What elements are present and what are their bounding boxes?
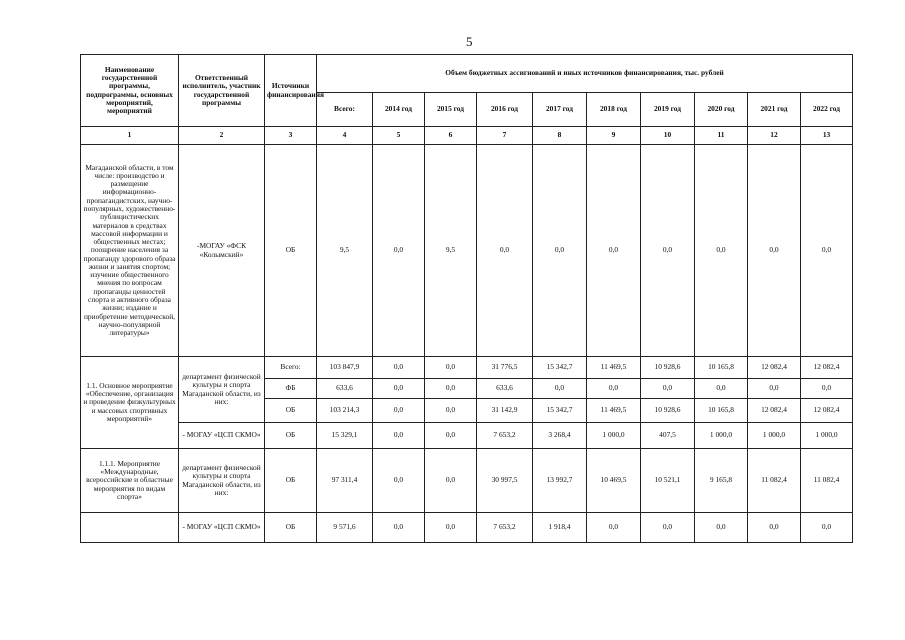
column-number: 5 (373, 127, 425, 145)
source-cell: ФБ (265, 379, 317, 399)
value-cell: 10 165,8 (695, 399, 748, 423)
header-year: 2017 год (533, 93, 587, 127)
value-cell: 10 469,5 (587, 449, 641, 513)
header-year: 2022 год (801, 93, 853, 127)
value-cell: 1 000,0 (748, 423, 801, 449)
header-row-1 (81, 55, 853, 93)
column-number: 8 (533, 127, 587, 145)
column-number: 12 (748, 127, 801, 145)
header-year: 2018 год (587, 93, 641, 127)
value-cell: 0,0 (373, 145, 425, 357)
executor-cell: -МОГАУ «ФСК «Колымский» (179, 145, 265, 357)
value-cell: 0,0 (801, 145, 853, 357)
value-cell: 0,0 (748, 379, 801, 399)
value-cell: 0,0 (801, 379, 853, 399)
value-cell: 103 214,3 (317, 399, 373, 423)
source-cell: ОБ (265, 449, 317, 513)
value-cell: 9,5 (317, 145, 373, 357)
value-cell: 0,0 (587, 379, 641, 399)
column-number: 13 (801, 127, 853, 145)
value-cell: 0,0 (373, 379, 425, 399)
column-number: 9 (587, 127, 641, 145)
column-number: 11 (695, 127, 748, 145)
value-cell: 12 082,4 (748, 399, 801, 423)
value-cell: 0,0 (695, 513, 748, 543)
column-number: 7 (477, 127, 533, 145)
value-cell: 10 165,8 (695, 357, 748, 379)
value-cell: 0,0 (641, 379, 695, 399)
value-cell: 31 776,5 (477, 357, 533, 379)
program-name-cell: 1.1.1. Мероприятие «Международные, всероссийские и областные мероприятия по видам спорта» (81, 449, 179, 513)
value-cell: 0,0 (587, 145, 641, 357)
value-cell: 12 082,4 (801, 399, 853, 423)
value-cell: 11 082,4 (748, 449, 801, 513)
value-cell: 0,0 (641, 513, 695, 543)
value-cell: 0,0 (587, 513, 641, 543)
page-number: 5 (466, 34, 473, 49)
value-cell: 11 082,4 (801, 449, 853, 513)
value-cell: 0,0 (425, 513, 477, 543)
header-year: 2021 год (748, 93, 801, 127)
value-cell: 11 469,5 (587, 399, 641, 423)
source-cell: ОБ (265, 423, 317, 449)
executor-cell: департамент физической культуры и спорта Магаданской области, из них: (179, 357, 265, 423)
value-cell: 31 142,9 (477, 399, 533, 423)
source-cell: ОБ (265, 399, 317, 423)
value-cell: 0,0 (477, 145, 533, 357)
column-number: 3 (265, 127, 317, 145)
value-cell: 10 928,6 (641, 399, 695, 423)
value-cell: 0,0 (533, 379, 587, 399)
column-number: 4 (317, 127, 373, 145)
table-row (81, 449, 853, 513)
header-funding-title: Объем бюджетных ассигнований и иных источников финансирования, тыс. рублей (317, 55, 853, 93)
header-year: 2020 год (695, 93, 748, 127)
column-number: 6 (425, 127, 477, 145)
program-name-cell: 1.1. Основное мероприятие «Обеспечение, организация и проведение физкультурных и массовых спортивных мероприятий» (81, 357, 179, 449)
value-cell: 0,0 (373, 357, 425, 379)
header-total: Всего: (317, 93, 373, 127)
value-cell: 7 653,2 (477, 513, 533, 543)
value-cell: 9,5 (425, 145, 477, 357)
value-cell: 10 928,6 (641, 357, 695, 379)
table-row (81, 423, 853, 449)
value-cell: 1 000,0 (801, 423, 853, 449)
value-cell: 1 000,0 (695, 423, 748, 449)
header-year: 2019 год (641, 93, 695, 127)
value-cell: 0,0 (425, 357, 477, 379)
value-cell: 0,0 (425, 423, 477, 449)
program-name-cell: Магаданской области, в том числе: производство и размещение информационно-пропагандистских, научно-популярных, художественно-публицистических материалов в средствах массовой информации и общественных местах; поощрение населения за пропаганду здорового образа жизни и занятия спортом; изучение общественного мнения по вопросам пропаганды ценностей спорта и активного образа жизни; издание и приобретение методической, научно-популярной литературы» (81, 145, 179, 357)
value-cell: 103 847,9 (317, 357, 373, 379)
value-cell: 0,0 (695, 379, 748, 399)
executor-cell: департамент физической культуры и спорта Магаданской области, из них: (179, 449, 265, 513)
executor-cell: - МОГАУ «ЦСП СКМО» (179, 423, 265, 449)
column-number: 10 (641, 127, 695, 145)
value-cell: 13 992,7 (533, 449, 587, 513)
value-cell: 0,0 (373, 423, 425, 449)
source-cell: ОБ (265, 513, 317, 543)
value-cell: 0,0 (373, 449, 425, 513)
column-number: 1 (81, 127, 179, 145)
value-cell: 12 082,4 (801, 357, 853, 379)
value-cell: 0,0 (533, 145, 587, 357)
value-cell: 0,0 (425, 379, 477, 399)
value-cell: 0,0 (373, 399, 425, 423)
value-cell: 0,0 (641, 145, 695, 357)
header-year: 2015 год (425, 93, 477, 127)
budget-table (80, 54, 853, 543)
header-year: 2016 год (477, 93, 533, 127)
value-cell: 30 997,5 (477, 449, 533, 513)
source-cell: ОБ (265, 145, 317, 357)
table-row (81, 145, 853, 357)
value-cell: 407,5 (641, 423, 695, 449)
value-cell: 0,0 (373, 513, 425, 543)
value-cell: 12 082,4 (748, 357, 801, 379)
header-year: 2014 год (373, 93, 425, 127)
value-cell: 0,0 (748, 145, 801, 357)
value-cell: 3 268,4 (533, 423, 587, 449)
header-program-name: Наименование государственной программы, подпрограммы, основных мероприятий, мероприятий (81, 55, 179, 127)
executor-cell: - МОГАУ «ЦСП СКМО» (179, 513, 265, 543)
program-name-cell (81, 513, 179, 543)
table-row (81, 513, 853, 543)
value-cell: 0,0 (695, 145, 748, 357)
value-cell: 633,6 (317, 379, 373, 399)
value-cell: 9 571,6 (317, 513, 373, 543)
value-cell: 15 342,7 (533, 399, 587, 423)
value-cell: 1 000,0 (587, 423, 641, 449)
value-cell: 0,0 (425, 449, 477, 513)
header-executor: Ответственный исполнитель, участник государственной программы (179, 55, 265, 127)
value-cell: 15 342,7 (533, 357, 587, 379)
column-number-row (81, 127, 853, 145)
value-cell: 15 329,1 (317, 423, 373, 449)
value-cell: 11 469,5 (587, 357, 641, 379)
value-cell: 0,0 (748, 513, 801, 543)
value-cell: 1 918,4 (533, 513, 587, 543)
value-cell: 7 653,2 (477, 423, 533, 449)
value-cell: 0,0 (425, 399, 477, 423)
table-row (81, 357, 853, 379)
value-cell: 97 311,4 (317, 449, 373, 513)
value-cell: 9 165,8 (695, 449, 748, 513)
column-number: 2 (179, 127, 265, 145)
value-cell: 633,6 (477, 379, 533, 399)
value-cell: 0,0 (801, 513, 853, 543)
value-cell: 10 521,1 (641, 449, 695, 513)
source-cell: Всего: (265, 357, 317, 379)
header-source: Источники финансирования (265, 55, 317, 127)
